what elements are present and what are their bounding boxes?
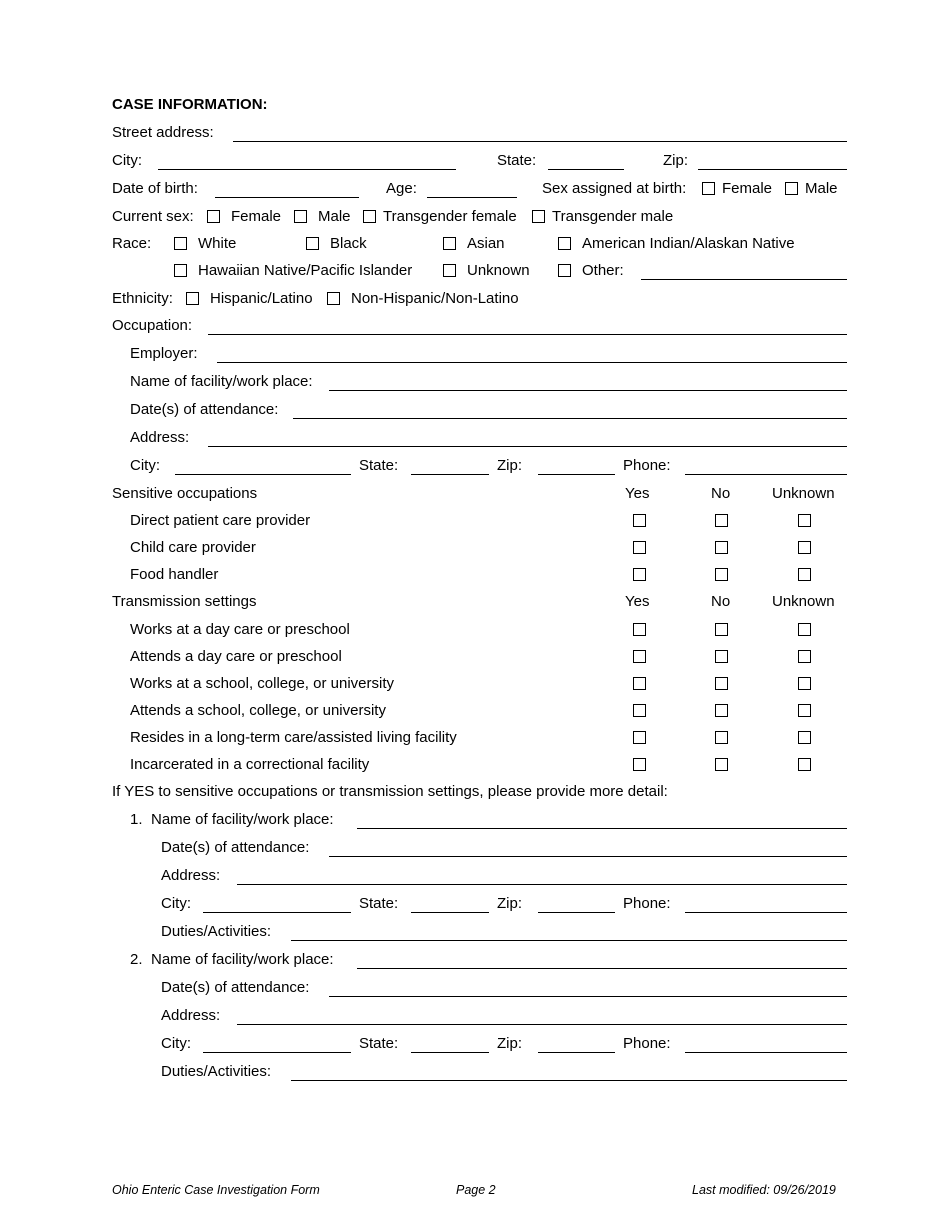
transmission-item-unknown-checkbox[interactable] (798, 758, 811, 771)
current-sex-trans-male-checkbox[interactable] (532, 210, 545, 223)
occ-city-label: City: (130, 457, 160, 474)
detail-zip-label: Zip: (497, 1035, 523, 1052)
transmission-item-yes-checkbox[interactable] (633, 650, 646, 663)
section-title: CASE INFORMATION: (112, 96, 268, 113)
transmission-item-no-checkbox[interactable] (715, 704, 728, 717)
sensitive-item-unknown-checkbox[interactable] (798, 541, 811, 554)
race-unknown-label: Unknown (467, 262, 530, 279)
detail-address-label: Address: (161, 1007, 221, 1024)
sensitive-item-no-checkbox[interactable] (715, 541, 728, 554)
occ-state-label: State: (359, 457, 399, 474)
state-label: State: (497, 152, 537, 169)
detail-facility-label: Name of facility/work place: (151, 951, 334, 968)
transmission-item-yes-checkbox[interactable] (633, 758, 646, 771)
transmission-item-unknown-checkbox[interactable] (798, 677, 811, 690)
transmission-item-no-checkbox[interactable] (715, 650, 728, 663)
detail-duties-label: Duties/Activities: (161, 923, 272, 940)
race-asian-checkbox[interactable] (443, 237, 456, 250)
transmission-item-yes-checkbox[interactable] (633, 623, 646, 636)
detail-duties-field[interactable] (291, 1080, 847, 1081)
ethnicity-non-hispanic-checkbox[interactable] (327, 292, 340, 305)
detail-entry-number: 2. (130, 951, 143, 968)
state-field[interactable] (548, 169, 624, 170)
detail-state-field[interactable] (411, 1052, 489, 1053)
sex-birth-male-checkbox[interactable] (785, 182, 798, 195)
race-aian-label: American Indian/Alaskan Native (582, 235, 795, 252)
detail-state-label: State: (359, 1035, 399, 1052)
transmission-item-unknown-checkbox[interactable] (798, 704, 811, 717)
footer-form-name: Ohio Enteric Case Investigation Form (112, 1183, 320, 1197)
sensitive-item-no-checkbox[interactable] (715, 514, 728, 527)
ethnicity-hispanic-checkbox[interactable] (186, 292, 199, 305)
detail-city-field[interactable] (203, 912, 351, 913)
occ-facility-label: Name of facility/work place: (130, 373, 313, 390)
occ-phone-field[interactable] (685, 474, 847, 475)
sensitive-item-label: Food handler (130, 566, 219, 583)
current-sex-trans-female-checkbox[interactable] (363, 210, 376, 223)
current-sex-male-label: Male (318, 208, 351, 225)
transmission-item-unknown-checkbox[interactable] (798, 650, 811, 663)
occ-address-label: Address: (130, 429, 190, 446)
sensitive-item-label: Child care provider (130, 539, 256, 556)
transmission-unknown-header: Unknown (772, 593, 835, 610)
detail-phone-label: Phone: (623, 895, 671, 912)
employer-field[interactable] (217, 362, 847, 363)
detail-city-field[interactable] (203, 1052, 351, 1053)
transmission-no-header: No (711, 593, 731, 610)
race-white-checkbox[interactable] (174, 237, 187, 250)
transmission-header: Transmission settings (112, 593, 257, 610)
detail-state-label: State: (359, 895, 399, 912)
occ-state-field[interactable] (411, 474, 489, 475)
transmission-item-no-checkbox[interactable] (715, 731, 728, 744)
sensitive-yes-header: Yes (625, 485, 650, 502)
current-sex-male-checkbox[interactable] (294, 210, 307, 223)
sensitive-item-yes-checkbox[interactable] (633, 541, 646, 554)
detail-address-label: Address: (161, 867, 221, 884)
detail-phone-field[interactable] (685, 1052, 847, 1053)
sensitive-no-header: No (711, 485, 731, 502)
current-sex-female-checkbox[interactable] (207, 210, 220, 223)
transmission-yes-header: Yes (625, 593, 650, 610)
detail-zip-label: Zip: (497, 895, 523, 912)
transmission-item-label: Attends a day care or preschool (130, 648, 342, 665)
detail-address-field[interactable] (237, 884, 847, 885)
race-other-field[interactable] (641, 279, 847, 280)
transmission-item-yes-checkbox[interactable] (633, 677, 646, 690)
detail-entry-number: 1. (130, 811, 143, 828)
sex-birth-label: Sex assigned at birth: (542, 180, 687, 197)
detail-zip-field[interactable] (538, 1052, 615, 1053)
sensitive-item-no-checkbox[interactable] (715, 568, 728, 581)
occ-city-field[interactable] (175, 474, 351, 475)
occ-zip-label: Zip: (497, 457, 523, 474)
transmission-item-no-checkbox[interactable] (715, 677, 728, 690)
detail-dates-field[interactable] (329, 856, 847, 857)
transmission-item-yes-checkbox[interactable] (633, 731, 646, 744)
detail-dates-field[interactable] (329, 996, 847, 997)
detail-state-field[interactable] (411, 912, 489, 913)
transmission-item-unknown-checkbox[interactable] (798, 623, 811, 636)
race-white-label: White (198, 235, 237, 252)
occupation-field[interactable] (208, 334, 847, 335)
dob-label: Date of birth: (112, 180, 198, 197)
detail-phone-field[interactable] (685, 912, 847, 913)
race-other-label: Other: (582, 262, 624, 279)
detail-facility-field[interactable] (357, 828, 847, 829)
occ-zip-field[interactable] (538, 474, 615, 475)
transmission-item-no-checkbox[interactable] (715, 623, 728, 636)
zip-field[interactable] (698, 169, 847, 170)
current-sex-label: Current sex: (112, 208, 194, 225)
race-black-label: Black (330, 235, 367, 252)
detail-phone-label: Phone: (623, 1035, 671, 1052)
sex-birth-female-label: Female (722, 180, 773, 197)
race-unknown-checkbox[interactable] (443, 264, 456, 277)
employer-label: Employer: (130, 345, 198, 362)
sensitive-item-label: Direct patient care provider (130, 512, 311, 529)
current-sex-trans-female-label: Transgender female (383, 208, 517, 225)
current-sex-female-label: Female (231, 208, 282, 225)
race-nhpi-checkbox[interactable] (174, 264, 187, 277)
age-label: Age: (386, 180, 417, 197)
ethnicity-label: Ethnicity: (112, 290, 173, 307)
dob-field[interactable] (215, 197, 359, 198)
detail-prompt: If YES to sensitive occupations or transmission settings, please provide more detail: (112, 783, 668, 800)
sensitive-item-yes-checkbox[interactable] (633, 568, 646, 581)
street-address-field[interactable] (233, 141, 847, 142)
sensitive-item-yes-checkbox[interactable] (633, 514, 646, 527)
detail-city-label: City: (161, 1035, 191, 1052)
detail-duties-label: Duties/Activities: (161, 1063, 272, 1080)
city-field[interactable] (158, 169, 456, 170)
race-nhpi-label: Hawaiian Native/Pacific Islander (198, 262, 413, 279)
street-address-label: Street address: (112, 124, 214, 141)
occ-phone-label: Phone: (623, 457, 671, 474)
race-label: Race: (112, 235, 152, 252)
transmission-item-label: Works at a school, college, or university (130, 675, 395, 692)
city-label: City: (112, 152, 142, 169)
detail-city-label: City: (161, 895, 191, 912)
occ-dates-label: Date(s) of attendance: (130, 401, 279, 418)
detail-duties-field[interactable] (291, 940, 847, 941)
current-sex-trans-male-label: Transgender male (552, 208, 674, 225)
transmission-item-label: Attends a school, college, or university (130, 702, 386, 719)
detail-address-field[interactable] (237, 1024, 847, 1025)
occ-address-field[interactable] (208, 446, 847, 447)
sex-birth-male-label: Male (805, 180, 838, 197)
detail-dates-label: Date(s) of attendance: (161, 979, 310, 996)
transmission-item-unknown-checkbox[interactable] (798, 731, 811, 744)
transmission-item-no-checkbox[interactable] (715, 758, 728, 771)
sensitive-item-unknown-checkbox[interactable] (798, 514, 811, 527)
detail-dates-label: Date(s) of attendance: (161, 839, 310, 856)
transmission-item-label: Works at a day care or preschool (130, 621, 350, 638)
occupation-label: Occupation: (112, 317, 193, 334)
zip-label: Zip: (663, 152, 689, 169)
race-aian-checkbox[interactable] (558, 237, 571, 250)
race-black-checkbox[interactable] (306, 237, 319, 250)
occ-facility-field[interactable] (329, 390, 847, 391)
detail-facility-field[interactable] (357, 968, 847, 969)
race-other-checkbox[interactable] (558, 264, 571, 277)
footer-page-number: Page 2 (456, 1183, 496, 1197)
occ-dates-field[interactable] (293, 418, 847, 419)
sensitive-unknown-header: Unknown (772, 485, 835, 502)
age-field[interactable] (427, 197, 517, 198)
transmission-item-yes-checkbox[interactable] (633, 704, 646, 717)
sex-birth-female-checkbox[interactable] (702, 182, 715, 195)
sensitive-header: Sensitive occupations (112, 485, 258, 502)
detail-zip-field[interactable] (538, 912, 615, 913)
detail-facility-label: Name of facility/work place: (151, 811, 334, 828)
ethnicity-hispanic-label: Hispanic/Latino (210, 290, 313, 307)
sensitive-item-unknown-checkbox[interactable] (798, 568, 811, 581)
transmission-item-label: Resides in a long-term care/assisted living facility (130, 729, 457, 746)
ethnicity-non-hispanic-label: Non-Hispanic/Non-Latino (351, 290, 519, 307)
race-asian-label: Asian (467, 235, 505, 252)
transmission-item-label: Incarcerated in a correctional facility (130, 756, 370, 773)
footer-last-modified: Last modified: 09/26/2019 (692, 1183, 836, 1197)
